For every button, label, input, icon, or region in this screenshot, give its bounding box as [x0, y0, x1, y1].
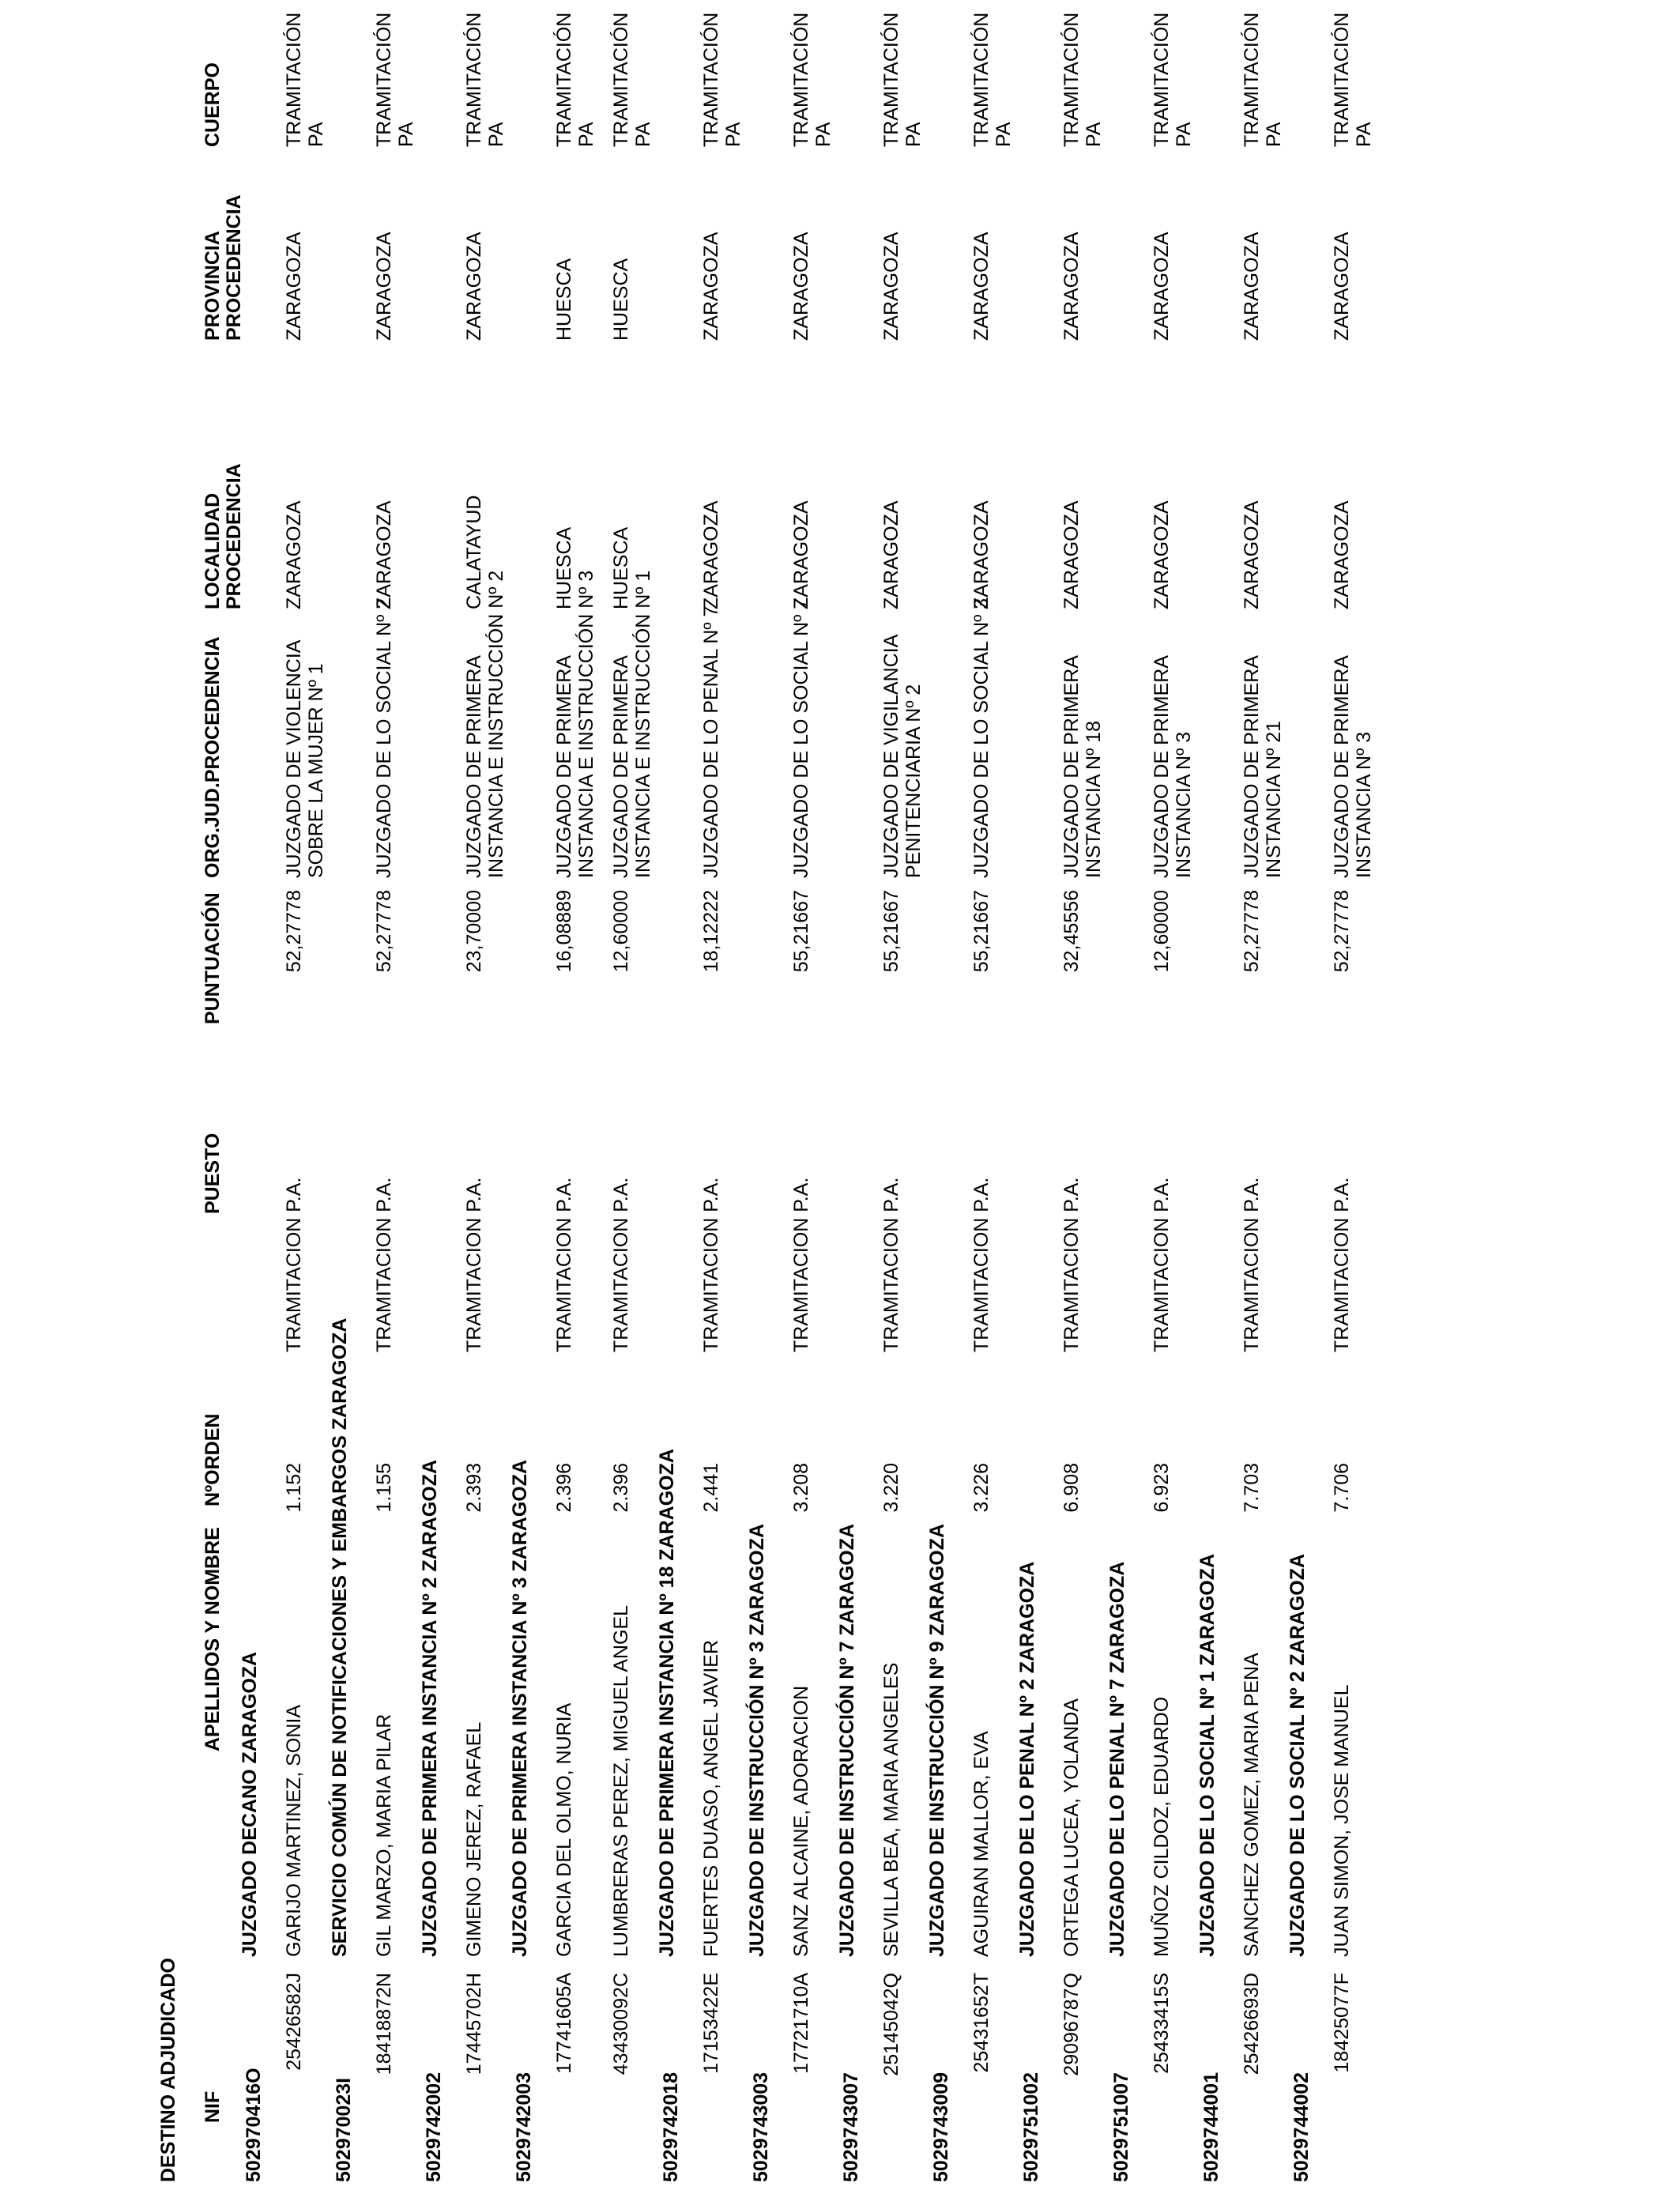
provincia-cell: HUESCA [610, 258, 632, 341]
puesto-cell: TRAMITACION P.A. [610, 1177, 632, 1352]
nif-cell: 25426582J [283, 1973, 305, 2071]
org-cell [880, 635, 925, 878]
cuerpo-cell-line: TRAMITACIÓN [1241, 12, 1263, 147]
puntuacion-cell: 55,21667 [970, 890, 993, 973]
cuerpo-cell-line: PA [485, 122, 507, 147]
group-code: 5029742002 [423, 2071, 445, 2182]
header-nombre: APELLIDOS Y NOMBRE [202, 1527, 224, 1751]
provincia-cell: ZARAGOZA [1331, 232, 1353, 341]
localidad-cell: ZARAGOZA [1331, 500, 1353, 609]
header-provincia-line2: PROCEDENCIA [223, 194, 245, 341]
provincia-cell: ZARAGOZA [1151, 232, 1173, 341]
puntuacion-cell: 52,27778 [283, 890, 305, 973]
orden-cell: 7.703 [1241, 1463, 1263, 1513]
localidad-cell: HUESCA [610, 526, 632, 609]
puesto-cell: TRAMITACION P.A. [283, 1177, 305, 1352]
nif-cell: 25426693D [1241, 1973, 1263, 2075]
cuerpo-cell [373, 13, 417, 147]
orden-cell: 6.908 [1060, 1463, 1083, 1513]
nombre-cell: GIMENO JEREZ, RAFAEL [463, 1721, 485, 1957]
orden-cell: 7.706 [1331, 1463, 1353, 1513]
puesto-cell: TRAMITACION P.A. [700, 1177, 722, 1352]
group-code: 5029743003 [750, 2071, 772, 2182]
puntuacion-cell: 16,08889 [553, 890, 575, 973]
group-code: 5029744002 [1290, 2071, 1313, 2182]
cuerpo-cell-line: PA [1173, 122, 1195, 147]
provincia-cell: ZARAGOZA [1241, 232, 1263, 341]
org-cell [1331, 655, 1375, 878]
provincia-cell: ZARAGOZA [463, 232, 485, 341]
group-code: 5029742018 [660, 2071, 682, 2182]
provincia-cell: ZARAGOZA [700, 232, 722, 341]
localidad-cell: ZARAGOZA [1151, 500, 1173, 609]
orden-cell: 2.396 [610, 1463, 632, 1513]
cuerpo-cell-line: PA [722, 122, 744, 147]
org-cell-line: JUZGADO DE VIGILANCIA [880, 634, 902, 878]
cuerpo-cell [1241, 13, 1285, 147]
puesto-cell: TRAMITACION P.A. [880, 1177, 902, 1352]
header-org: ORG.JUD.PROCEDENCIA [202, 636, 224, 878]
nombre-cell: SEVILLA BEA, MARIA ANGELES [880, 1662, 902, 1957]
nif-cell: 17445702H [463, 1973, 485, 2075]
cuerpo-cell-line: TRAMITACIÓN [373, 12, 395, 147]
header-localidad-line1: LOCALIDAD [202, 492, 224, 609]
nif-cell: 18418872N [373, 1973, 395, 2075]
nombre-cell: LUMBRERAS PEREZ, MIGUEL ANGEL [610, 1604, 632, 1957]
org-cell-line: JUZGADO DE LO SOCIAL Nº 2 [373, 598, 395, 878]
org-cell-line: JUZGADO DE PRIMERA [1241, 655, 1263, 878]
provincia-cell: ZARAGOZA [283, 232, 305, 341]
puesto-cell: TRAMITACION P.A. [1151, 1177, 1173, 1352]
org-cell-line: JUZGADO DE PRIMERA [610, 655, 632, 878]
org-cell [463, 571, 507, 878]
cuerpo-cell-line: TRAMITACIÓN [700, 12, 722, 147]
puesto-cell: TRAMITACION P.A. [1060, 1177, 1083, 1352]
org-cell [373, 598, 395, 878]
localidad-cell: ZARAGOZA [373, 500, 395, 609]
orden-cell: 2.441 [700, 1463, 722, 1513]
nif-cell: 25145042Q [880, 1973, 902, 2076]
nombre-cell: SANZ ALCAINE, ADORACION [790, 1685, 812, 1957]
nombre-cell: GIL MARZO, MARIA PILAR [373, 1713, 395, 1957]
cuerpo-cell [283, 13, 327, 147]
cuerpo-cell-line: PA [575, 122, 597, 147]
cuerpo-cell [1151, 13, 1195, 147]
localidad-cell: CALATAYUD [463, 495, 485, 609]
localidad-cell: ZARAGOZA [283, 500, 305, 609]
orden-cell: 2.396 [553, 1463, 575, 1513]
org-cell-line: JUZGADO DE LO PENAL Nº 7 [700, 605, 722, 878]
orden-cell: 6.923 [1151, 1463, 1173, 1513]
header-puntuacion: PUNTUACIÓN [202, 892, 224, 1024]
org-cell-line: INSTANCIA E INSTRUCCIÓN Nº 3 [575, 570, 597, 878]
nombre-cell: MUÑOZ CILDOZ, EDUARDO [1151, 1696, 1173, 1957]
localidad-cell: ZARAGOZA [1060, 500, 1083, 609]
orden-cell: 2.393 [463, 1463, 485, 1513]
cuerpo-cell-line: TRAMITACIÓN [790, 12, 812, 147]
nif-cell: 17741605A [553, 1973, 575, 2074]
org-cell [283, 640, 327, 878]
cuerpo-cell-line: TRAMITACIÓN [553, 12, 575, 147]
puntuacion-cell: 55,21667 [790, 890, 812, 973]
nif-cell: 25433415S [1151, 1973, 1173, 2074]
header-cuerpo: CUERPO [202, 62, 224, 147]
group-name: JUZGADO DE PRIMERA INSTANCIA Nº 2 ZARAGOZA [419, 1459, 441, 1957]
org-cell-line: JUZGADO DE PRIMERA [1151, 655, 1173, 878]
provincia-cell: ZARAGOZA [970, 232, 993, 341]
puntuacion-cell: 18,12222 [700, 890, 722, 973]
cuerpo-cell-line: TRAMITACIÓN [610, 12, 632, 147]
cuerpo-cell-line: TRAMITACIÓN [1331, 12, 1353, 147]
group-name: JUZGADO DECANO ZARAGOZA [239, 1651, 261, 1957]
cuerpo-cell-line: PA [632, 122, 654, 147]
cuerpo-cell [880, 13, 925, 147]
org-cell [610, 571, 654, 878]
cuerpo-cell [463, 13, 507, 147]
header-localidad-line2: PROCEDENCIA [223, 463, 245, 609]
nif-cell: 18425077F [1331, 1973, 1353, 2073]
group-code: 5029751002 [1020, 2071, 1042, 2182]
header-localidad [202, 463, 245, 609]
nombre-cell: ORTEGA LUCEA, YOLANDA [1060, 1698, 1083, 1957]
nif-cell: 25431652T [970, 1973, 993, 2073]
puntuacion-cell: 23,70000 [463, 890, 485, 973]
group-name: JUZGADO DE PRIMERA INSTANCIA Nº 3 ZARAGOZA [509, 1459, 531, 1957]
puntuacion-cell: 55,21667 [880, 890, 902, 973]
provincia-cell: ZARAGOZA [880, 232, 902, 341]
org-cell-line: JUZGADO DE LO SOCIAL Nº 3 [970, 598, 993, 878]
group-name: JUZGADO DE LO PENAL Nº 7 ZARAGOZA [1106, 1561, 1128, 1957]
localidad-cell: ZARAGOZA [700, 500, 722, 609]
org-cell-line: INSTANCIA E INSTRUCCIÓN Nº 1 [632, 570, 654, 878]
org-cell [970, 598, 993, 878]
cuerpo-cell [790, 13, 834, 147]
org-cell-line: JUZGADO DE LO SOCIAL Nº 7 [790, 598, 812, 878]
nombre-cell: JUAN SIMON, JOSE MANUEL [1331, 1684, 1353, 1957]
org-cell-line: INSTANCIA Nº 21 [1263, 721, 1285, 878]
org-cell-line: JUZGADO DE PRIMERA [463, 655, 485, 878]
nombre-cell: GARIJO MARTINEZ, SONIA [283, 1704, 305, 1957]
org-cell-line: JUZGADO DE PRIMERA [553, 655, 575, 878]
cuerpo-cell-line: PA [1263, 122, 1285, 147]
orden-cell: 1.152 [283, 1463, 305, 1513]
group-code: 502970023I [333, 2077, 355, 2182]
header-provincia-line1: PROVINCIA [202, 231, 224, 341]
group-name: JUZGADO DE LO SOCIAL Nº 1 ZARAGOZA [1196, 1553, 1219, 1957]
group-code: 5029742003 [513, 2071, 535, 2182]
provincia-cell: ZARAGOZA [790, 232, 812, 341]
cuerpo-cell-line: PA [812, 122, 834, 147]
nif-cell: 29096787Q [1060, 1973, 1083, 2076]
cuerpo-cell-line: PA [1083, 122, 1105, 147]
org-cell [553, 571, 597, 878]
org-cell [1241, 655, 1285, 878]
puesto-cell: TRAMITACION P.A. [970, 1177, 993, 1352]
nif-cell: 17153422E [700, 1973, 722, 2074]
cuerpo-cell-line: PA [993, 122, 1015, 147]
puntuacion-cell: 52,27778 [1241, 890, 1263, 973]
cuerpo-cell-line: TRAMITACIÓN [1060, 12, 1083, 147]
org-cell-line: SOBRE LA MUJER Nº 1 [305, 663, 327, 878]
cuerpo-cell [1331, 13, 1375, 147]
org-cell-line: JUZGADO DE VIOLENCIA [283, 639, 305, 878]
org-cell [790, 598, 812, 878]
puesto-cell: TRAMITACION P.A. [553, 1177, 575, 1352]
nombre-cell: SANCHEZ GOMEZ, MARIA PENA [1241, 1653, 1263, 1957]
group-code: 5029743009 [930, 2071, 952, 2182]
puntuacion-cell: 52,27778 [1331, 890, 1353, 973]
group-name: JUZGADO DE INSTRUCCIÓN Nº 7 ZARAGOZA [836, 1523, 858, 1957]
header-nif: NIF [202, 2090, 224, 2123]
puntuacion-cell: 52,27778 [373, 890, 395, 973]
header-puesto: PUESTO [202, 1133, 224, 1214]
puntuacion-cell: 12,60000 [610, 890, 632, 973]
header-provincia [202, 194, 245, 341]
puesto-cell: TRAMITACION P.A. [373, 1177, 395, 1352]
group-name: SERVICIO COMÚN DE NOTIFICACIONES Y EMBARGOS ZARAGOZA [329, 1318, 351, 1957]
nombre-cell: GARCIA DEL OLMO, NURIA [553, 1702, 575, 1957]
group-name: JUZGADO DE LO SOCIAL Nº 2 ZARAGOZA [1286, 1553, 1309, 1957]
cuerpo-cell-line: TRAMITACIÓN [283, 12, 305, 147]
puntuacion-cell: 32,45556 [1060, 890, 1083, 973]
cuerpo-cell-line: PA [395, 122, 417, 147]
org-cell-line: INSTANCIA Nº 3 [1353, 731, 1375, 878]
nombre-cell: AGUIRAN MALLOR, EVA [970, 1731, 993, 1957]
group-code: 502970416O [243, 2068, 265, 2182]
orden-cell: 1.155 [373, 1463, 395, 1513]
org-cell-line: INSTANCIA E INSTRUCCIÓN Nº 2 [485, 570, 507, 878]
group-name: JUZGADO DE INSTRUCCIÓN Nº 9 ZARAGOZA [926, 1523, 948, 1957]
org-cell [700, 606, 722, 878]
org-cell-line: JUZGADO DE PRIMERA [1060, 655, 1083, 878]
puesto-cell: TRAMITACION P.A. [1241, 1177, 1263, 1352]
group-name: JUZGADO DE LO PENAL Nº 2 ZARAGOZA [1016, 1561, 1038, 1957]
cuerpo-cell [1060, 13, 1105, 147]
nombre-cell: FUERTES DUASO, ANGEL JAVIER [700, 1639, 722, 1957]
cuerpo-cell-line: PA [1353, 122, 1375, 147]
document-title: DESTINO ADJUDICADO [157, 1958, 179, 2182]
group-name: JUZGADO DE PRIMERA INSTANCIA Nº 18 ZARAGOZA [656, 1449, 678, 1957]
provincia-cell: ZARAGOZA [1060, 232, 1083, 341]
cuerpo-cell-line: TRAMITACIÓN [880, 12, 902, 147]
cuerpo-cell-line: TRAMITACIÓN [1151, 12, 1173, 147]
org-cell-line: JUZGADO DE PRIMERA [1331, 655, 1353, 878]
cuerpo-cell [610, 13, 654, 147]
provincia-cell: HUESCA [553, 258, 575, 341]
group-name: JUZGADO DE INSTRUCCIÓN Nº 3 ZARAGOZA [746, 1523, 768, 1957]
group-code: 5029744001 [1200, 2071, 1222, 2182]
group-code: 5029743007 [840, 2071, 862, 2182]
nif-cell: 17721710A [790, 1973, 812, 2074]
cuerpo-cell [553, 13, 597, 147]
cuerpo-cell-line: TRAMITACIÓN [463, 12, 485, 147]
org-cell [1060, 655, 1105, 878]
puesto-cell: TRAMITACION P.A. [463, 1177, 485, 1352]
nif-cell: 43430092C [610, 1973, 632, 2075]
org-cell-line: INSTANCIA Nº 3 [1173, 731, 1195, 878]
localidad-cell: HUESCA [553, 526, 575, 609]
puesto-cell: TRAMITACION P.A. [1331, 1177, 1353, 1352]
group-code: 5029751007 [1110, 2071, 1132, 2182]
cuerpo-cell-line: TRAMITACIÓN [970, 12, 993, 147]
provincia-cell: ZARAGOZA [373, 232, 395, 341]
localidad-cell: ZARAGOZA [790, 500, 812, 609]
org-cell-line: INSTANCIA Nº 18 [1083, 721, 1105, 878]
cuerpo-cell [700, 13, 744, 147]
localidad-cell: ZARAGOZA [880, 500, 902, 609]
cuerpo-cell [970, 13, 1015, 147]
orden-cell: 3.226 [970, 1463, 993, 1513]
org-cell-line: PENITENCIARIA Nº 2 [902, 684, 925, 878]
orden-cell: 3.208 [790, 1463, 812, 1513]
org-cell [1151, 655, 1195, 878]
cuerpo-cell-line: PA [305, 122, 327, 147]
localidad-cell: ZARAGOZA [970, 500, 993, 609]
cuerpo-cell-line: PA [902, 122, 925, 147]
puesto-cell: TRAMITACION P.A. [790, 1177, 812, 1352]
header-orden: NºORDEN [202, 1413, 224, 1506]
localidad-cell: ZARAGOZA [1241, 500, 1263, 609]
orden-cell: 3.220 [880, 1463, 902, 1513]
puntuacion-cell: 12,60000 [1151, 890, 1173, 973]
